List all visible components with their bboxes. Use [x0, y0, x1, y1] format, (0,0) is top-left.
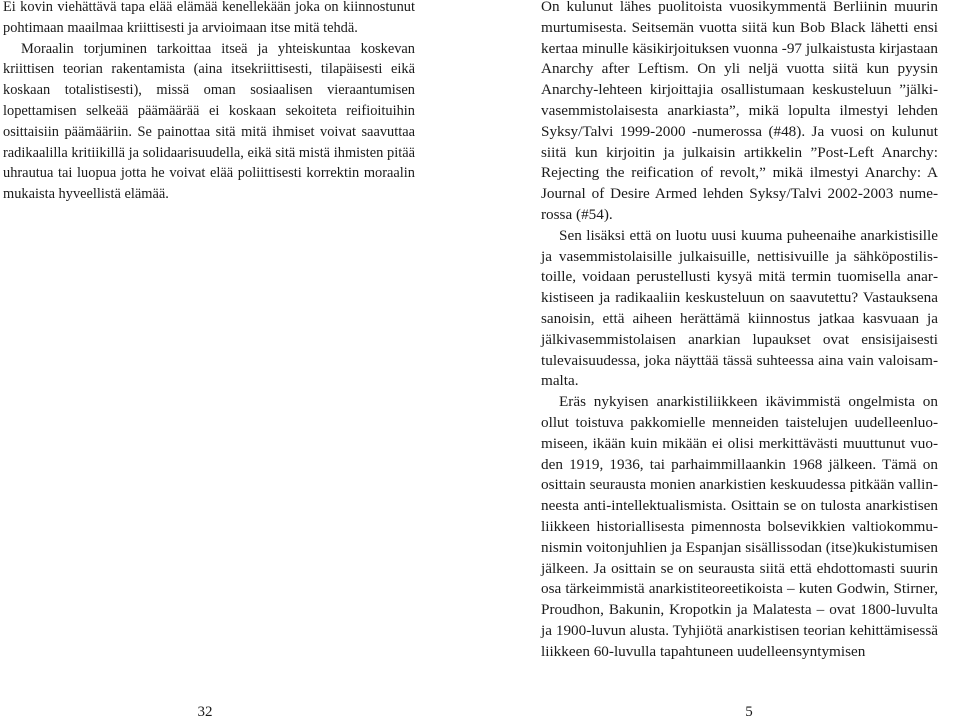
- right-paragraph-2: Sen lisäksi että on luotu uusi kuuma puheenaihe anarkistisille ja vasemmistolaisille julkaisuille, nettisivuille ja sähköpostilistoille, voidaan perustellusti kysyä mitä termin tuomisella anarkistiseen ja radikaaliin keskusteluun on saavutettu? Vastauksena sanoisin, että aiheen herättämä kiinnostus jatkaa kasvuaan ja jälkivasemmistolaisen anarkian lupaukset ovat ensisijaisesti tulevaisuudessa, joka näyttää tässä suhteessa aina vain valoisammalta.: [541, 226, 938, 390]
- right-page-number: 5: [745, 704, 753, 720]
- right-text-column: [541, 0, 938, 663]
- right-page: [480, 0, 960, 720]
- left-paragraph-2: Moraalin torjuminen tarkoittaa itseä ja yhteiskuntaa koskevan kriittisen teorian rakentamista (aina itsekriittisesti, tilapäisesti eikä koskaan totalistisesti), missä oman sosiaalisen vieraantumisen lopettamisen selkeää päämäärää ei koskaan sekoiteta reifioituihin osittaisiin päämääriin. Se painottaa sitä mitä ihmiset voivat saavuttaa radikaalilla kritiikillä ja solidaarisuudella, eikä sitä mistä ihmisten pitää uhrautua tai luopua jotta he voivat elää poliittisesti korrektin moraalin mukaista hyveellistä elämää.: [3, 40, 415, 203]
- right-paragraph-1: On kulunut lähes puolitoista vuosikymmentä Berliinin muurin murtumisesta. Seitsemän vuotta siitä kun Bob Black lähetti ensi kertaa minulle käsikirjoituksen vuonna -97 julkaistusta kirjastaan Anarchy after Leftism. On yli neljä vuotta siitä kun pyysin Anarchy-lehteen kirjoittajia osallistumaan keskusteluun ”jälkivasemmistolaisesta anarkiasta”, mikä lopulta ilmestyi lehden Syksy/Talvi 1999-2000 -numerossa (#48). Ja vuosi on kulunut siitä kun kirjoitin ja julkaisin artikkelin ”Post-Left Anarchy: Rejecting the reification of revolt,” mikä ilmestyi Anarchy: A Journal of Desire Armed lehden Syksy/Talvi 2002-2003 numerossa (#54).: [541, 0, 938, 223]
- left-page-number: 32: [197, 704, 213, 720]
- left-page: [0, 0, 480, 720]
- right-paragraph-3: Eräs nykyisen anarkistiliikkeen ikävimmistä ongelmista on ollut toistuva pakkomielle menneiden taistelujen uudelleenluomiseen, ikään kuin mikään ei olisi merkittävästi muuttunut vuoden 1919, 1936, tai parhaimmillaankin 1968 jälkeen. Tämä on osittain seurausta monien anarkistien keskuudessa pitkään vallinneesta anti-intellektualismista. Osittain se on tulosta anarkistisen liikkeen historiallisesta pimennosta bolsevikkien valtiokommunismin voitonjuhlien ja Espanjan sisällissodan (itse)kukistumisen jälkeen. Ja osittain se on seurausta siitä että ehdottomasti suurin osa tärkeimmistä anarkistiteoreetikoista – kuten Godwin, Stirner, Proudhon, Bakunin, Kropotkin ja Malatesta – ovat 1800-luvulta ja 1900-luvun alusta. Tyhjiötä anarkistisen teorian kehittämisessä liikkeen 60-luvulla tapahtuneen uudelleensyntymisen: [541, 393, 938, 660]
- left-paragraph-1: Ei kovin viehättävä tapa elää elämää kenellekään joka on kiinnostunut pohtimaan maailmaa kriittisesti ja arvioimaan itse mitä tehdä.: [3, 0, 415, 36]
- left-text-column: [3, 0, 415, 205]
